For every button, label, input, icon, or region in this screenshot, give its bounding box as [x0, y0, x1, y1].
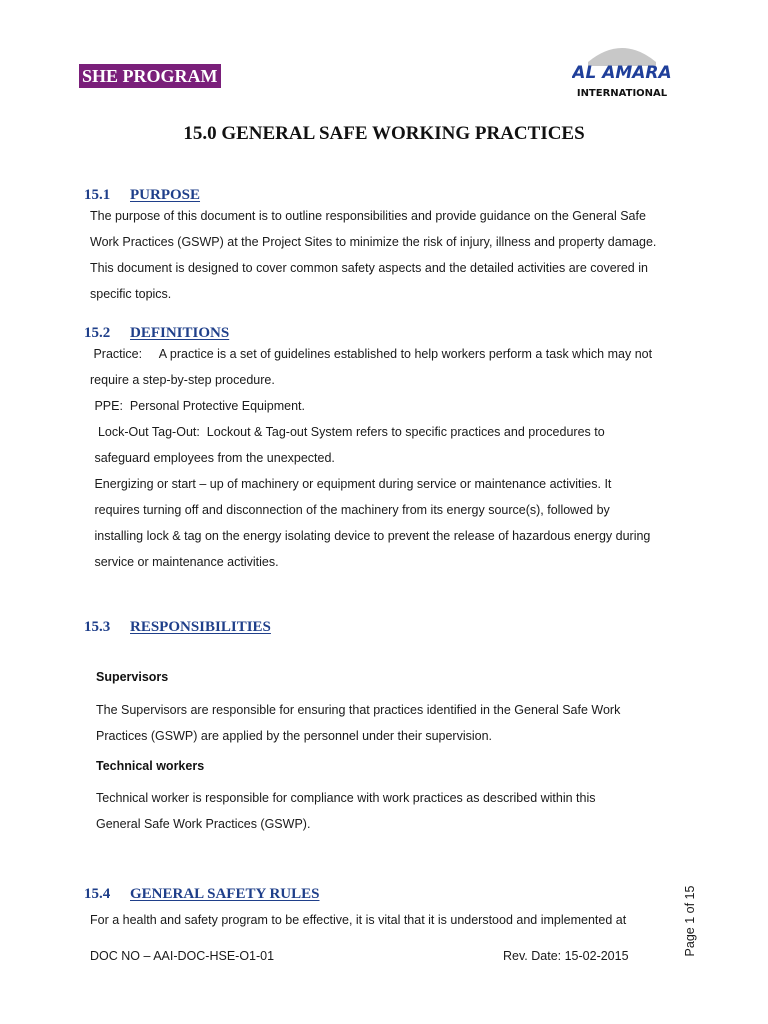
paragraph-line: Technical worker is responsible for compliance with work practices as described within this [96, 791, 596, 805]
section-title-definitions: DEFINITIONS [130, 325, 230, 341]
section-title-general-safety-rules: GENERAL SAFETY RULES [130, 886, 320, 902]
paragraph-line: This document is designed to cover common safety aspects and the detailed activities are covered in [90, 261, 648, 275]
section-number: 15.3 [84, 619, 111, 635]
section-number: 15.1 [84, 187, 111, 203]
definition-line: requires turning off and disconnection of the machinery from its energy source(s), followed by [91, 503, 610, 517]
paragraph-line: The purpose of this document is to outline responsibilities and provide guidance on the General Safe [90, 209, 646, 223]
subheading-technical-workers: Technical workers [96, 759, 205, 773]
revision-date: Rev. Date: 15-02-2015 [503, 949, 629, 963]
definition-line: PPE: Personal Protective Equipment. [91, 399, 305, 413]
paragraph-line: The Supervisors are responsible for ensuring that practices identified in the General Safe Work [96, 703, 621, 717]
paragraph-line: General Safe Work Practices (GSWP). [96, 817, 311, 831]
paragraph-line: For a health and safety program to be effective, it is vital that it is understood and implemented at [90, 913, 627, 927]
subheading-supervisors: Supervisors [96, 670, 169, 684]
definition-line: service or maintenance activities. [91, 555, 279, 569]
paragraph-line: specific topics. [90, 287, 172, 301]
page-number: Page 1 of 15 [683, 885, 697, 957]
program-badge: SHE PROGRAM [79, 64, 221, 88]
logo-name: AL AMARA [572, 63, 672, 83]
section-title-responsibilities: RESPONSIBILITIES [130, 619, 271, 635]
definition-line: installing lock & tag on the energy isolating device to prevent the release of hazardous energy during [91, 529, 651, 543]
section-title-purpose: PURPOSE [130, 187, 201, 203]
definition-line: require a step-by-step procedure. [90, 373, 275, 387]
logo-subname: INTERNATIONAL [576, 88, 668, 99]
definition-line: Energizing or start – up of machinery or equipment during service or maintenance activities. It [91, 477, 612, 491]
document-number: DOC NO – AAI-DOC-HSE-O1-01 [90, 949, 275, 963]
section-number: 15.4 [84, 886, 111, 902]
document-title: 15.0 GENERAL SAFE WORKING PRACTICES [183, 123, 585, 144]
section-number: 15.2 [84, 325, 111, 341]
paragraph-line: Work Practices (GSWP) at the Project Sites to minimize the risk of injury, illness and property damage. [90, 235, 657, 249]
definition-line: Practice: A practice is a set of guidelines established to help workers perform a task which may not [90, 347, 653, 361]
company-logo [572, 40, 672, 102]
definition-line: safeguard employees from the unexpected. [91, 451, 335, 465]
definition-line: Lock-Out Tag-Out: Lockout & Tag-out System refers to specific practices and procedures to [91, 425, 605, 439]
paragraph-line: Practices (GSWP) are applied by the personnel under their supervision. [96, 729, 493, 743]
